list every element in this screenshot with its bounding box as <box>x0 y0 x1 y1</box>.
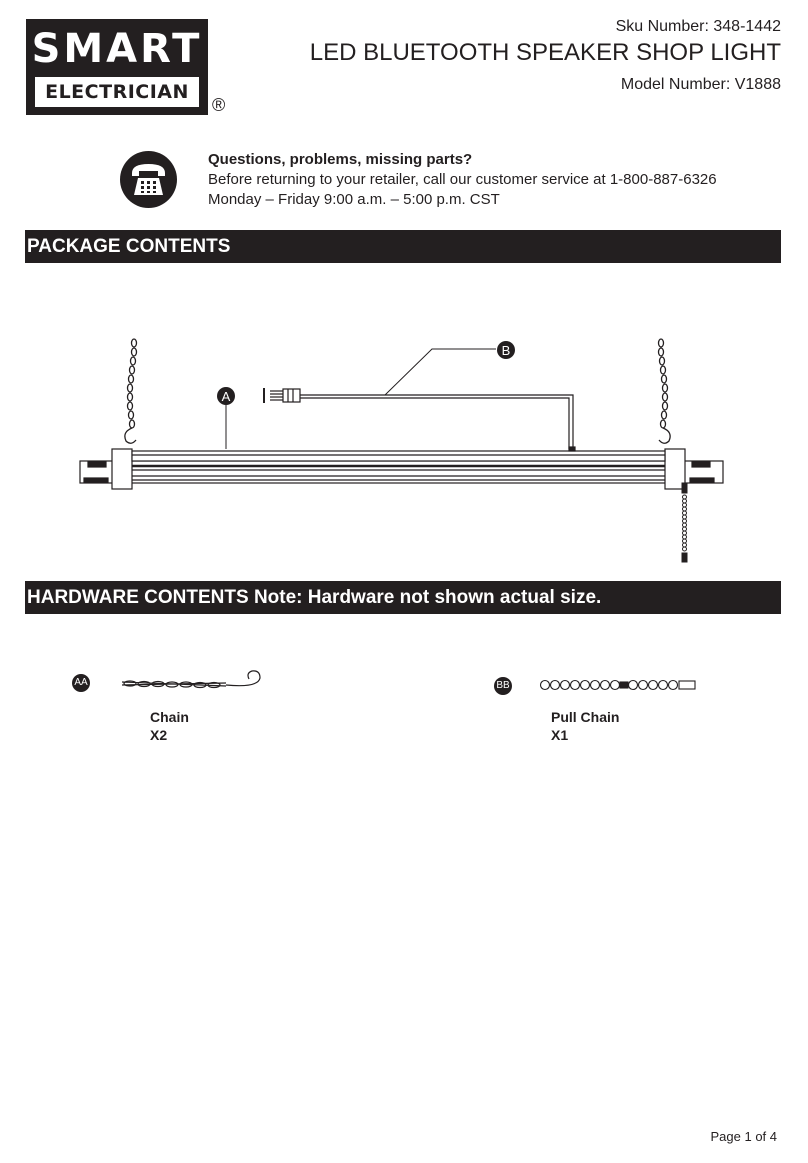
pull-chain-icon <box>538 676 700 694</box>
sku-number: Sku Number: 348-1442 <box>615 18 781 35</box>
package-contents-heading: PACKAGE CONTENTS <box>25 230 781 263</box>
logo-word-electrician: ELECTRICIAN <box>45 81 189 103</box>
hardware-contents-heading: HARDWARE CONTENTS Note: Hardware not shown actual size. <box>25 581 781 614</box>
right-hanging-chain <box>659 339 671 443</box>
model-number: Model Number: V1888 <box>620 76 781 93</box>
support-phone-line: Before returning to your retailer, call our customer service at 1-800-887-6326 <box>208 171 717 188</box>
shop-light-diagram <box>0 263 808 573</box>
hardware-aa-qty: X2 <box>150 727 168 743</box>
callout-a-label: A <box>221 389 231 404</box>
callout-b-leader <box>385 349 496 395</box>
hardware-bb-badge: BB <box>494 677 512 695</box>
logo-plate <box>35 77 199 107</box>
callout-b-badge <box>497 341 515 359</box>
callout-b-label: B <box>501 343 511 358</box>
light-fixture-body <box>80 447 723 489</box>
hardware-bb-name: Pull Chain <box>551 709 620 725</box>
support-hours: Monday – Friday 9:00 a.m. – 5:00 p.m. CST <box>208 191 500 208</box>
product-title: LED BLUETOOTH SPEAKER SHOP LIGHT <box>309 39 781 66</box>
hardware-bb-qty: X1 <box>551 727 569 743</box>
left-hanging-chain <box>125 339 137 443</box>
power-cord <box>264 388 573 449</box>
page-number: Page 1 of 4 <box>710 1129 777 1144</box>
chain-icon <box>118 666 278 694</box>
fixture-pull-chain <box>682 483 687 562</box>
telephone-icon <box>120 151 177 208</box>
registered-mark: ® <box>212 95 226 115</box>
hardware-aa-name: Chain <box>150 709 189 725</box>
support-question: Questions, problems, missing parts? <box>208 151 473 168</box>
customer-service-info <box>208 150 717 210</box>
logo-word-smart: SMART <box>31 26 203 72</box>
brand-logo <box>26 19 208 115</box>
callout-a-badge <box>217 387 235 405</box>
hardware-aa-badge: AA <box>72 674 90 692</box>
